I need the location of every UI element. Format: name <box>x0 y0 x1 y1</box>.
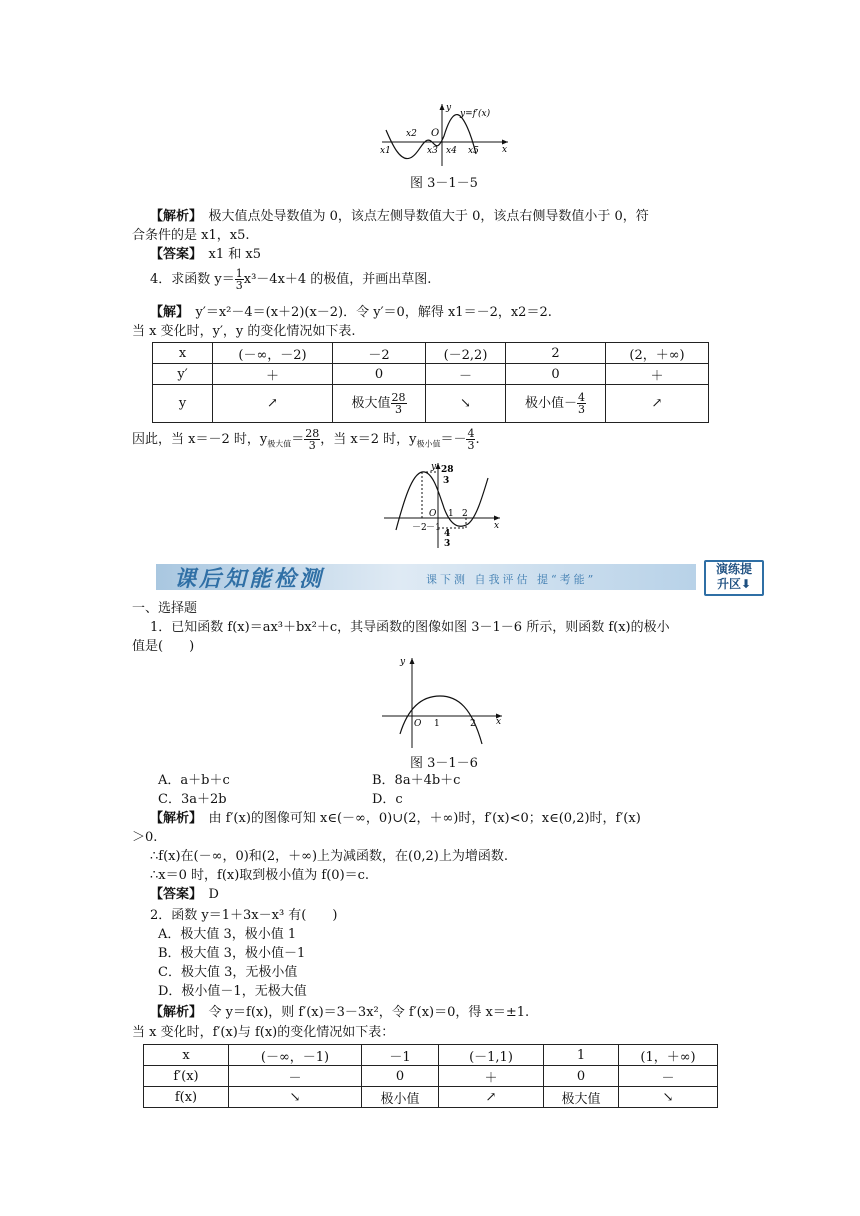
section-title: 一、选择题 <box>132 601 198 616</box>
svg-text:1: 1 <box>448 509 454 519</box>
q2-option-b: B．极大值 3，极小值－1 <box>158 946 306 961</box>
svg-text:4: 4 <box>444 529 451 539</box>
q4-conclusion: 因此，当 x＝－2 时，$y_{极大值}=$ $\frac{28}{3}$ ，当 x＝2 时，$y_{极小值}=-$ $\frac{4}{3}$ . <box>132 427 480 452</box>
q2-analysis: 【解析】 令 y＝f(x)，则 f′(x)＝3－3x²，令 f′(x)＝0，得 x＝±1. <box>150 1005 530 1020</box>
svg-text:28: 28 <box>441 465 454 475</box>
svg-text:2: 2 <box>470 719 476 729</box>
svg-text:y: y <box>446 103 452 113</box>
svg-text:O: O <box>429 509 437 519</box>
banner-box: 演练提 升区⬇ <box>704 560 764 596</box>
svg-text:x: x <box>494 521 500 531</box>
svg-text:x2: x2 <box>406 129 417 139</box>
svg-text:x: x <box>502 145 508 155</box>
figure-3-1-6 <box>378 654 506 750</box>
svg-text:3: 3 <box>444 539 451 549</box>
svg-text:1: 1 <box>434 719 440 729</box>
svg-text:－2: －2 <box>412 523 427 533</box>
banner-title: 课后知能检测 <box>174 567 325 592</box>
banner-subtitle: 课下测 自我评估 提“考能” <box>426 573 597 586</box>
svg-text:2: 2 <box>462 509 468 519</box>
figure-3-1-5 <box>378 100 514 170</box>
figure-caption-2: 图 3－1－6 <box>410 756 478 771</box>
q1-analysis-4: ∴x＝0 时，f(x)取到极小值为 f(0)＝c. <box>150 868 370 883</box>
q3-analysis: 【解析】 极大值点处导数值为 0，该点左侧导数值大于 0，该点右侧导数值小于 0，符 <box>150 209 649 224</box>
svg-text:x: x <box>496 717 502 727</box>
q1-stem-2: 值是( ) <box>132 639 195 654</box>
q2-option-c: C．极大值 3，无极小值 <box>158 965 298 980</box>
q1-analysis: 【解析】 由 f′(x)的图像可知 x∈(－∞，0)∪(2，＋∞)时，f′(x)<0；x∈(0,2)时，f′(x) <box>150 811 641 826</box>
q1-option-a: A．a＋b＋c <box>158 773 230 788</box>
q3-answer: 【答案】 x1 和 x5 <box>150 247 262 262</box>
q1-stem: 1．已知函数 f(x)＝ax³＋bx²＋c，其导函数的图像如图 3－1－6 所示，则函数 f(x)的极小 <box>150 620 670 635</box>
svg-text:y: y <box>431 462 437 472</box>
q1-answer: 【答案】 D <box>150 887 219 902</box>
svg-text:－1: －1 <box>426 523 441 533</box>
q1-analysis-3: ∴f(x)在(－∞，0)和(2，＋∞)上为减函数，在(0,2)上为增函数. <box>150 849 508 864</box>
q1-option-b: B．8a＋4b＋c <box>372 773 461 788</box>
sketch-graph <box>382 460 506 550</box>
svg-text:x3: x3 <box>427 146 438 156</box>
q2-variation-table: x (－∞，－1) －1 (－1,1) 1 (1，＋∞) f′(x) － 0 ＋ 0 － f(x) ↘ 极小值 ↗ 极大值 ↘ <box>143 1044 718 1108</box>
q1-option-d: D．c <box>372 792 403 807</box>
svg-text:y: y <box>400 657 406 667</box>
q2-table-intro: 当 x 变化时，f′(x)与 f(x)的变化情况如下表： <box>132 1025 395 1040</box>
q2-stem: 2．函数 y＝1＋3x－x³ 有( ) <box>150 908 338 923</box>
svg-text:x1: x1 <box>380 146 391 156</box>
q1-analysis-2: ＞0. <box>132 830 158 845</box>
q2-option-d: D．极小值－1，无极大值 <box>158 984 307 999</box>
svg-text:x4: x4 <box>446 146 457 156</box>
svg-text:y=f′(x): y=f′(x) <box>460 109 491 119</box>
svg-text:x5: x5 <box>468 146 479 156</box>
q3-analysis-2: 合条件的是 x1，x5. <box>132 228 250 243</box>
q4-solution: 【解】 y′＝x²－4＝(x＋2)(x－2)．令 y′＝0，解得 x1＝－2，x2＝2. <box>150 305 552 320</box>
svg-text:O: O <box>414 719 422 729</box>
section-banner <box>156 560 764 594</box>
q2-option-a: A．极大值 3，极小值 1 <box>158 927 297 942</box>
q4-stem: 4．求函数 y＝ $\frac{1}{3}$ x³－4x＋4 的极值，并画出草图. <box>150 267 432 292</box>
q4-table-intro: 当 x 变化时，y′，y 的变化情况如下表. <box>132 324 356 339</box>
q4-variation-table: x (－∞，－2) －2 (－2,2) 2 (2，＋∞) y′ ＋ 0 － 0 ＋ y ↗ 极大值 $\frac{28}{3}$ ↘ 极小值－ $\frac{4}{3}$ ↗ <box>152 342 709 423</box>
svg-text:O: O <box>431 128 440 139</box>
figure-caption: 图 3－1－5 <box>410 176 478 191</box>
svg-text:3: 3 <box>443 476 450 486</box>
q1-option-c: C．3a＋2b <box>158 792 227 807</box>
